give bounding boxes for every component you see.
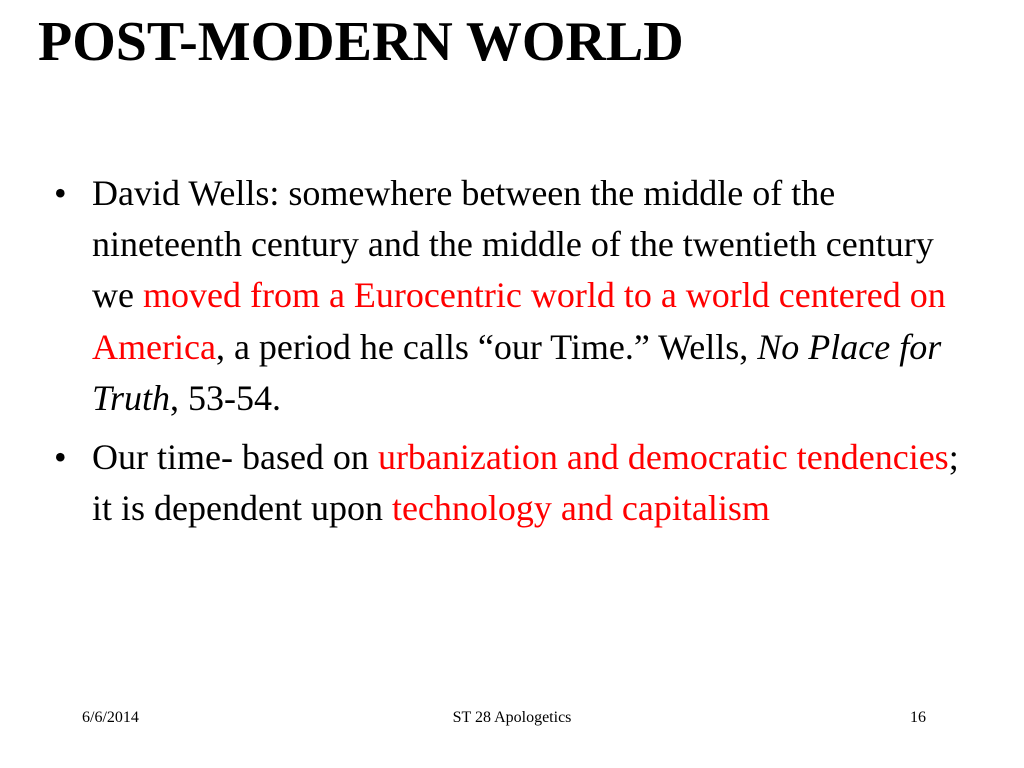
bullet-marker: • xyxy=(54,173,67,213)
slide-title: POST-MODERN WORLD xyxy=(38,11,684,73)
bullet-list xyxy=(0,168,1024,542)
bullet-text: , a period he calls “our Time.” Wells, xyxy=(215,326,758,367)
highlighted-text: technology and capitalism xyxy=(391,488,770,529)
bullet-text: David Wells: somewhere between the middle of the nineteenth century and the middle of the twentieth century we xyxy=(92,173,934,316)
bullet-text: , 53-54. xyxy=(170,377,282,418)
bullet-marker: • xyxy=(54,437,67,478)
bullet-text: Our time- based on xyxy=(92,437,378,478)
bullet-item-wells xyxy=(0,168,1024,424)
footer-page-number: 16 xyxy=(910,709,926,726)
bullet-text: ; it is dependent upon xyxy=(92,437,959,529)
bullet-item-our-time xyxy=(0,432,1024,534)
footer-date: 6/6/2014 xyxy=(82,709,139,726)
highlighted-text: moved from a Eurocentric world to a world centered on America xyxy=(92,275,946,367)
footer-course-name: ST 28 Apologetics xyxy=(452,709,572,726)
book-title: No Place for Truth xyxy=(92,326,942,418)
highlighted-text: urbanization and democratic tendencies xyxy=(377,437,949,478)
